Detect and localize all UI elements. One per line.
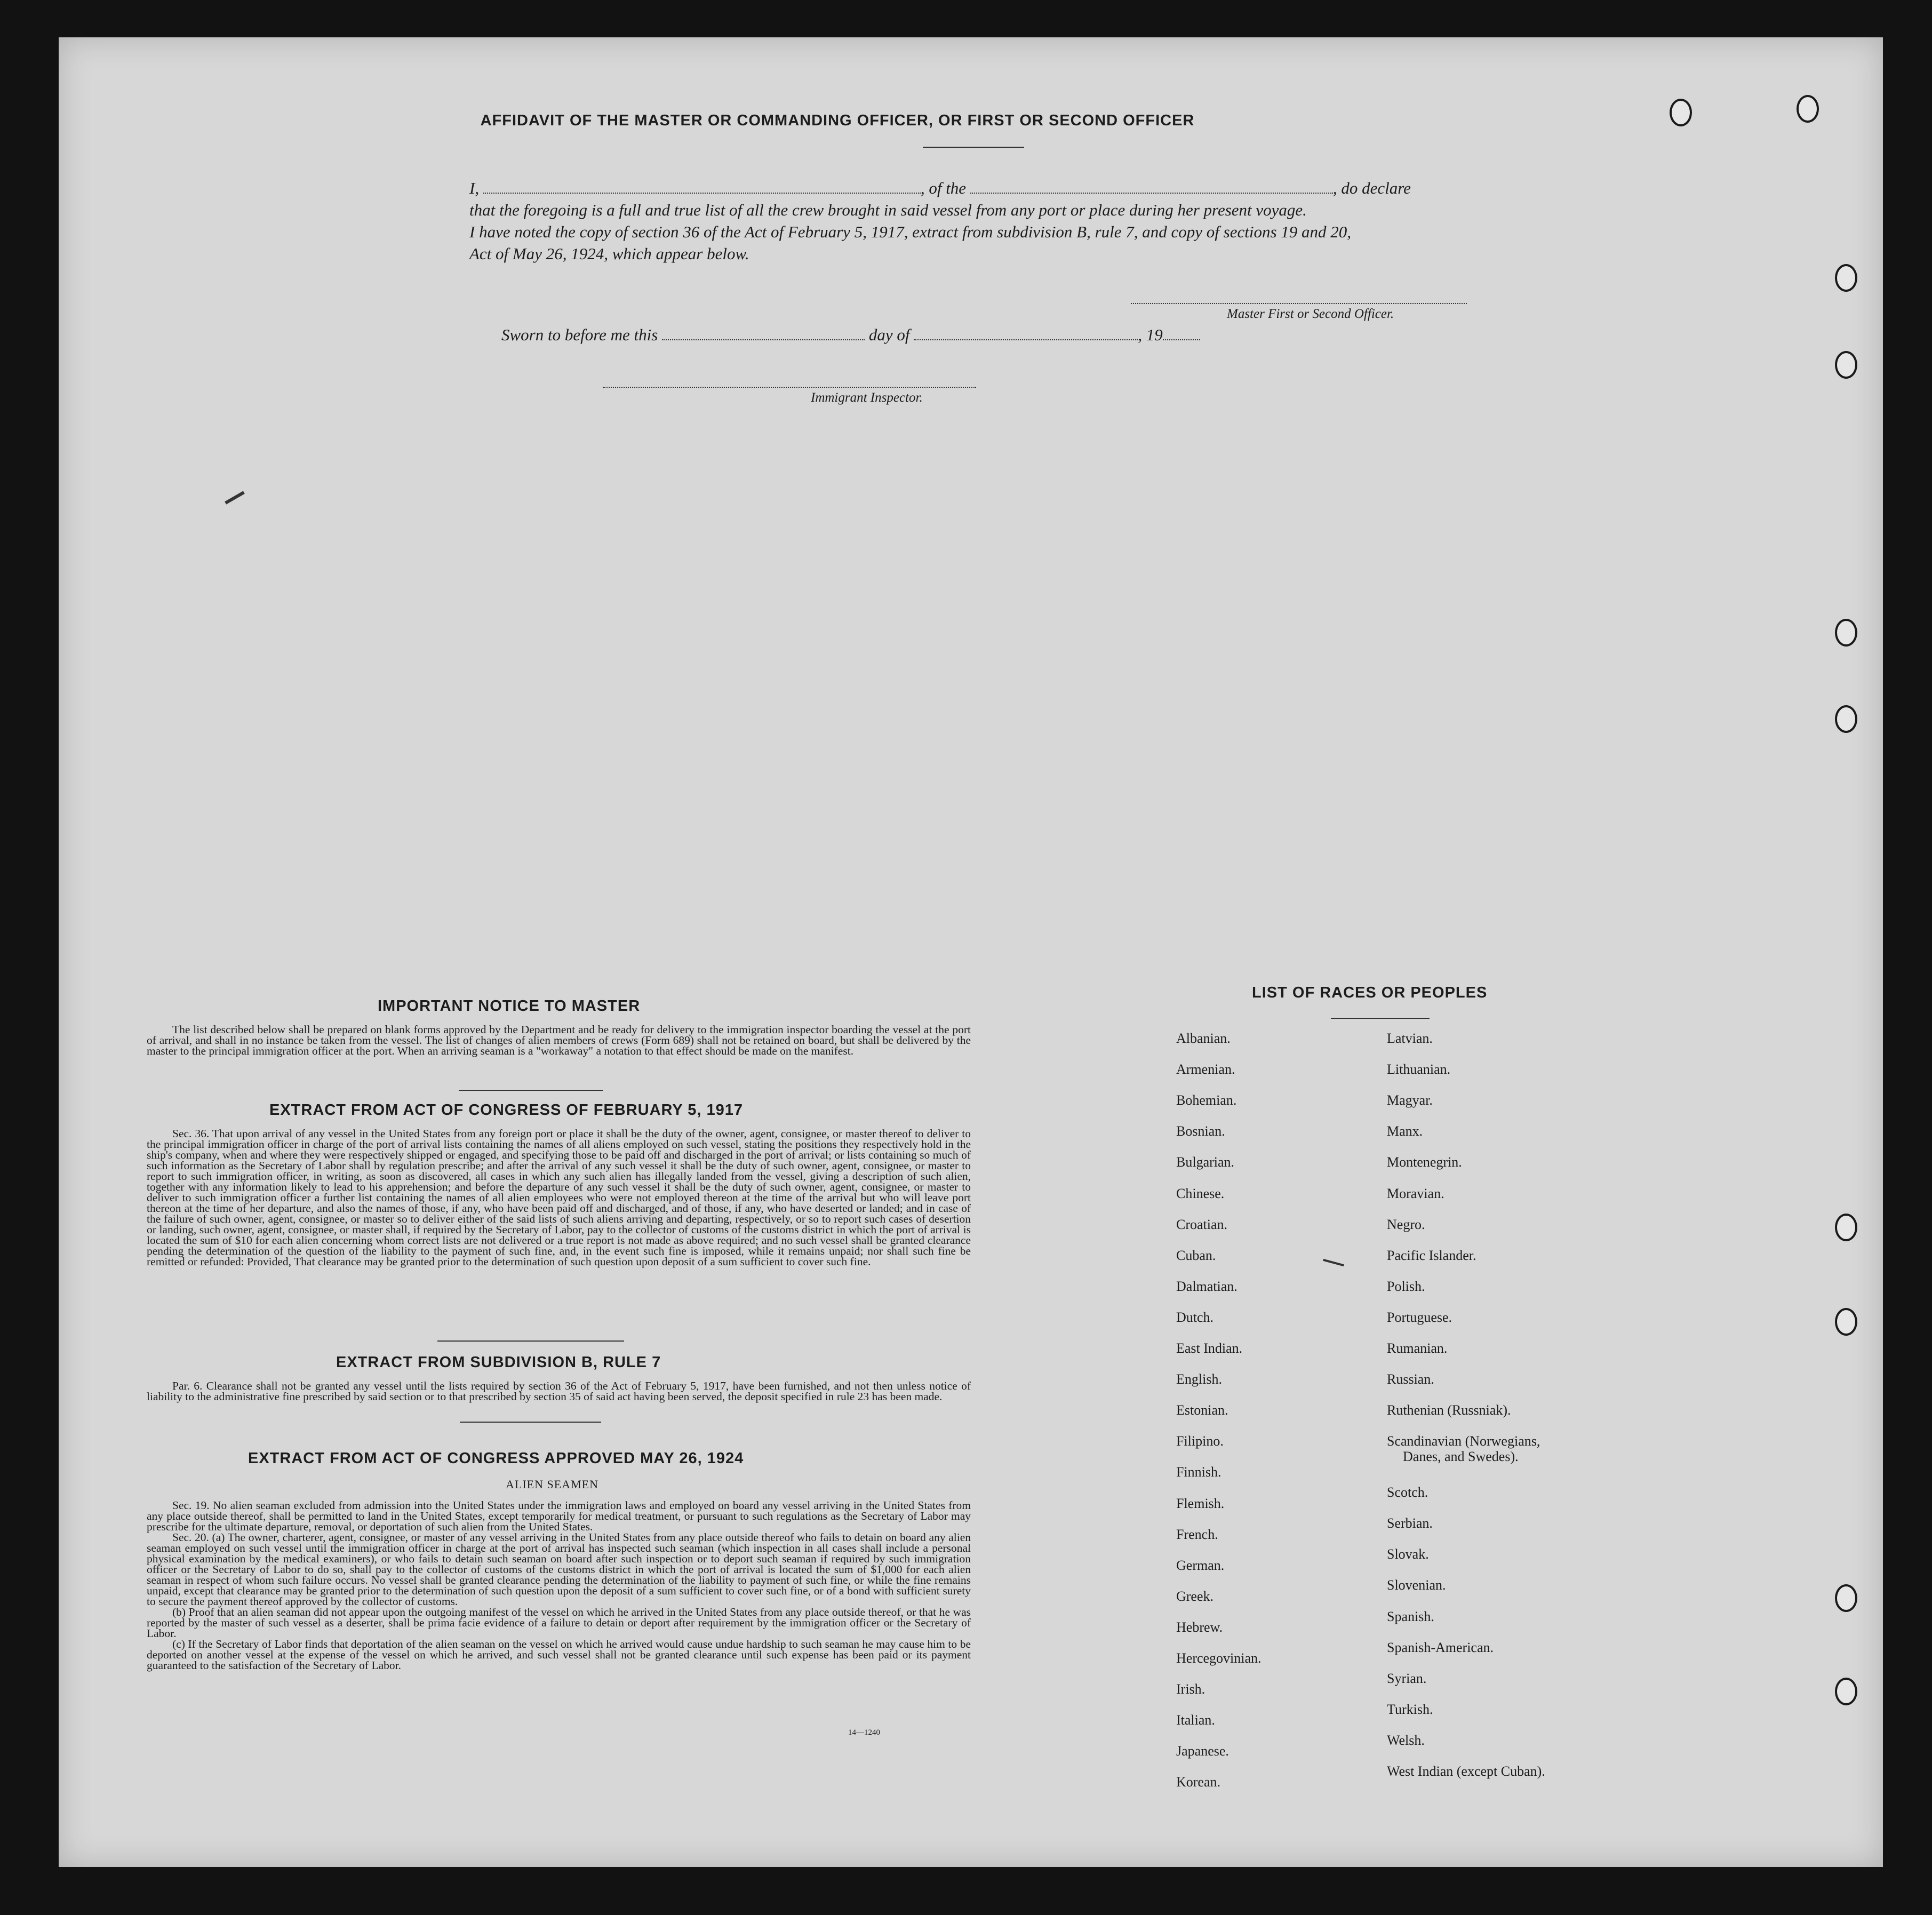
race-item: Greek.: [1176, 1588, 1214, 1604]
race-item: Estonian.: [1176, 1402, 1228, 1418]
punch-hole: [1835, 705, 1857, 733]
punch-hole: [1835, 1214, 1857, 1241]
affidavit-title: AFFIDAVIT OF THE MASTER OR COMMANDING OFFICER, OR FIRST OR SECOND OFFICER: [480, 112, 1195, 129]
divider: [460, 1422, 601, 1423]
race-item: Turkish.: [1387, 1701, 1433, 1717]
race-item: Rumanian.: [1387, 1341, 1448, 1356]
day-of-label: day of: [868, 325, 910, 344]
punch-hole: [1835, 1584, 1857, 1612]
race-item: Portuguese.: [1387, 1309, 1452, 1325]
affidavit-line4: Act of May 26, 1924, which appear below.: [469, 244, 749, 263]
rule7-title: EXTRACT FROM SUBDIVISION B, RULE 7: [336, 1354, 661, 1371]
race-item: Hebrew.: [1176, 1619, 1223, 1635]
race-item: Scotch.: [1387, 1485, 1428, 1501]
punch-hole: [1835, 1308, 1857, 1336]
punch-hole: [1835, 264, 1857, 292]
race-item: Filipino.: [1176, 1433, 1224, 1449]
race-item: Latvian.: [1387, 1031, 1433, 1046]
master-name-field: [483, 193, 921, 194]
affidavit-declare: , do declare: [1332, 179, 1411, 197]
divider: [1331, 1018, 1430, 1019]
affidavit-line3: I have noted the copy of section 36 of the Act of February 5, 1917, extract from subdivision B, rule 7, and copy of sections 19 and 20,: [469, 222, 1352, 241]
affidavit-i: I,: [469, 179, 480, 197]
divider: [923, 147, 1024, 148]
race-item: Montenegrin.: [1387, 1154, 1462, 1170]
extract-1917-text: Sec. 36. That upon arrival of any vessel in the United States from any foreign port or place it shall be the duty of the owner, agent, consignee, or master thereof to deliver to the principal immigration officer in charge of the port of arrival lists containing the names of all aliens employed on such vessel, stating the positions they respectively hold in the ship's company, when and where they were respectively shipped or engaged, and specifying those to be paid off and discharged in the port of arrival; or lists containing so much of such information as the Secretary of Labor shall by regulation prescribe; and after the arrival of any such vessel it shall be the duty of such owner, agent, consignee, or master to report to such immigration officer, in writing, as soon as discovered, all cases in which any such alien has illegally landed from the vessel, giving a description of such alien, together with any information likely to lead to his apprehension; and before the departure of any such vessel it shall be the duty of such owner, agent, consignee, or master to deliver to such immigration officer a further list containing the names of all alien employees who were not employed thereon at the time of the arrival but who will leave port thereon at the time of her departure, and also the names of those, if any, who have been paid off and discharged, and of those, if any, who have deserted or landed; and in case of the failure of such owner, agent, consignee, or master so to deliver either of the said lists of such aliens arriving and departing, respectively, or so to report such cases of desertion or landing, such owner, agent, consignee, or master shall, if required by the Secretary of Labor, pay to the collector of customs of the customs district in which the port of arrival is located the sum of $10 for each alien concerning whom correct lists are not delivered or a true report is not made as above required; and no such vessel shall be granted clearance pending the determination of the question of the liability to the payment of such fine, and, in the event such fine is imposed, while it remains unpaid; nor shall such fine be remitted or refunded: Provided, That clearance may be granted prior to the determination of such question upon deposit of a sum sufficient to cover such fine.: [147, 1127, 971, 1268]
race-item: Serbian.: [1387, 1515, 1433, 1531]
master-signature-label: Master First or Second Officer.: [1227, 307, 1394, 321]
race-item: Negro.: [1387, 1216, 1425, 1232]
sworn-line: [501, 325, 1200, 345]
race-item: Magyar.: [1387, 1092, 1433, 1108]
race-item: Scandinavian (Norwegians,: [1387, 1433, 1540, 1449]
race-item: Welsh.: [1387, 1732, 1425, 1748]
notice-text: The list described below shall be prepared on blank forms approved by the Department and be ready for delivery to the immigration inspector boarding the vessel at the port of arrival, and shall in no instance be taken from the vessel. The list of changes of alien members of crews (Form 689) shall not be retained on board, but shall be delivered by the master to the principal immigration officer at the port. When an arriving seaman is a "workaway" a notation to that effect should be made on the manifest.: [147, 1023, 971, 1057]
race-item: Bulgarian.: [1176, 1154, 1235, 1170]
document-sheet: [59, 37, 1883, 1867]
race-item: Hercegovinian.: [1176, 1650, 1262, 1666]
race-item: Bosnian.: [1176, 1123, 1225, 1139]
race-item: East Indian.: [1176, 1341, 1243, 1356]
affidavit-line2: that the foregoing is a full and true list of all the crew brought in said vessel from any port or place during her present voyage.: [469, 201, 1307, 219]
punch-hole: [1835, 351, 1857, 379]
race-item: Dalmatian.: [1176, 1278, 1238, 1294]
sec20b-text: (b) Proof that an alien seaman did not appear upon the outgoing manifest of the vessel on which he arrived in the United States from any place outside thereof, or that he was reported by the master of such vessel as a deserter, shall be prima facie evidence of a failure to detain or deport after requirement by the immigration officer or the Secretary of Labor.: [147, 1606, 971, 1640]
race-item: Russian.: [1387, 1371, 1434, 1387]
race-item: Flemish.: [1176, 1495, 1225, 1511]
race-item: Lithuanian.: [1387, 1062, 1451, 1078]
race-item: Polish.: [1387, 1278, 1425, 1294]
affidavit-of-the: , of the: [920, 179, 967, 197]
race-item: Spanish.: [1387, 1608, 1434, 1624]
race-item: Danes, and Swedes).: [1403, 1449, 1519, 1465]
divider: [459, 1090, 603, 1091]
sworn-year-field: [1163, 339, 1200, 340]
race-item: Spanish-American.: [1387, 1639, 1494, 1655]
form-number: 14—1240: [848, 1728, 880, 1737]
rule7-text: Par. 6. Clearance shall not be granted any vessel until the lists required by section 36 of the Act of February 5, 1917, have been furnished, and not then unless notice of liability to the administrative fine prescribed by said section or to that prescribed by section 35 of said act having been served, the deposit specified in rule 23 has been made.: [147, 1379, 971, 1403]
race-item: Pacific Islander.: [1387, 1247, 1476, 1263]
race-item: Slovenian.: [1387, 1577, 1446, 1593]
extract-1917-title: EXTRACT FROM ACT OF CONGRESS OF FEBRUARY 5, 1917: [269, 1102, 744, 1119]
race-item: Korean.: [1176, 1774, 1221, 1790]
sworn-label: Sworn to before me this: [501, 325, 658, 344]
race-item: Cuban.: [1176, 1247, 1216, 1263]
race-item: Irish.: [1176, 1681, 1205, 1697]
ink-mark: [1323, 1259, 1344, 1266]
divider: [437, 1341, 624, 1342]
sworn-day-field: [662, 339, 865, 340]
inspector-signature-line: [603, 387, 976, 388]
affidavit-line1: [469, 179, 1411, 198]
punch-hole: [1797, 95, 1819, 123]
race-item: Croatian.: [1176, 1216, 1228, 1232]
race-item: Italian.: [1176, 1712, 1215, 1728]
extract-1924-title: EXTRACT FROM ACT OF CONGRESS APPROVED MAY 26, 1924: [248, 1450, 744, 1467]
races-title: LIST OF RACES OR PEOPLES: [1252, 984, 1488, 1001]
race-item: Moravian.: [1387, 1185, 1444, 1201]
race-item: Chinese.: [1176, 1185, 1225, 1201]
race-item: Armenian.: [1176, 1062, 1235, 1078]
race-item: West Indian (except Cuban).: [1387, 1764, 1545, 1780]
inspector-signature-label: Immigrant Inspector.: [811, 390, 923, 405]
master-signature-line: [1131, 303, 1467, 304]
sec20a-text: Sec. 20. (a) The owner, charterer, agent, consignee, or master of any vessel arriving in the United States from any place outside thereof who fails to detain on board any alien seaman employed on such vessel until the immigration officer in charge at the port of arrival has inspected such seaman (which inspection in all cases shall include a personal physical examination by the medical examiners), or who fails to detain such seaman on board after such inspection or to deport such seaman if required by such immigration officer or the Secretary of Labor to do so, shall pay to the collector of customs of the customs district in which the port of arrival is located the sum of $1,000 for each alien seaman in respect of whom such failure occurs. No vessel shall be granted clearance pending the determination of the liability to payment of such fine, or while the fine remains unpaid, except that clearance may be granted prior to the determination of such question upon the deposit of a sum sufficient to cover such fine, or of a bond with sufficient surety to secure the payment thereof approved by the collector of customs.: [147, 1531, 971, 1608]
notice-title: IMPORTANT NOTICE TO MASTER: [378, 998, 641, 1015]
punch-hole: [1670, 99, 1692, 126]
ink-mark: [225, 491, 245, 504]
sec20c-text: (c) If the Secretary of Labor finds that deportation of the alien seaman on the vessel on which he arrived would cause undue hardship to such seaman he may cause him to be deported on another vessel at the expense of the vessel on which he arrived, and such vessel shall not be granted clearance until such expense has been paid or its payment guaranteed to the satisfaction of the Secretary of Labor.: [147, 1638, 971, 1672]
race-item: French.: [1176, 1526, 1218, 1542]
alien-seamen-subtitle: ALIEN SEAMEN: [506, 1478, 598, 1491]
race-item: Ruthenian (Russniak).: [1387, 1402, 1511, 1418]
race-item: Dutch.: [1176, 1309, 1214, 1325]
race-item: English.: [1176, 1371, 1222, 1387]
punch-hole: [1835, 619, 1857, 647]
vessel-name-field: [970, 193, 1333, 194]
race-item: German.: [1176, 1557, 1225, 1573]
race-item: Finnish.: [1176, 1464, 1222, 1480]
race-item: Manx.: [1387, 1123, 1423, 1139]
punch-hole: [1835, 1678, 1857, 1705]
race-item: Slovak.: [1387, 1546, 1429, 1562]
race-item: Bohemian.: [1176, 1092, 1237, 1108]
year-label: , 19: [1138, 325, 1163, 344]
race-item: Syrian.: [1387, 1670, 1427, 1686]
sec19-text: Sec. 19. No alien seaman excluded from admission into the United States under the immigration laws and employed on board any vessel arriving in the United States from any place outside thereof, shall be permitted to land in the United States, except temporarily for medical treatment, or pursuant to such regulations as the Secretary of Labor may prescribe for the ultimate departure, removal, or deportation of such alien from the United States.: [147, 1499, 971, 1533]
race-item: Albanian.: [1176, 1031, 1231, 1046]
extract-1924-text: [147, 1500, 971, 1671]
sworn-month-field: [914, 339, 1138, 340]
race-item: Japanese.: [1176, 1743, 1229, 1759]
